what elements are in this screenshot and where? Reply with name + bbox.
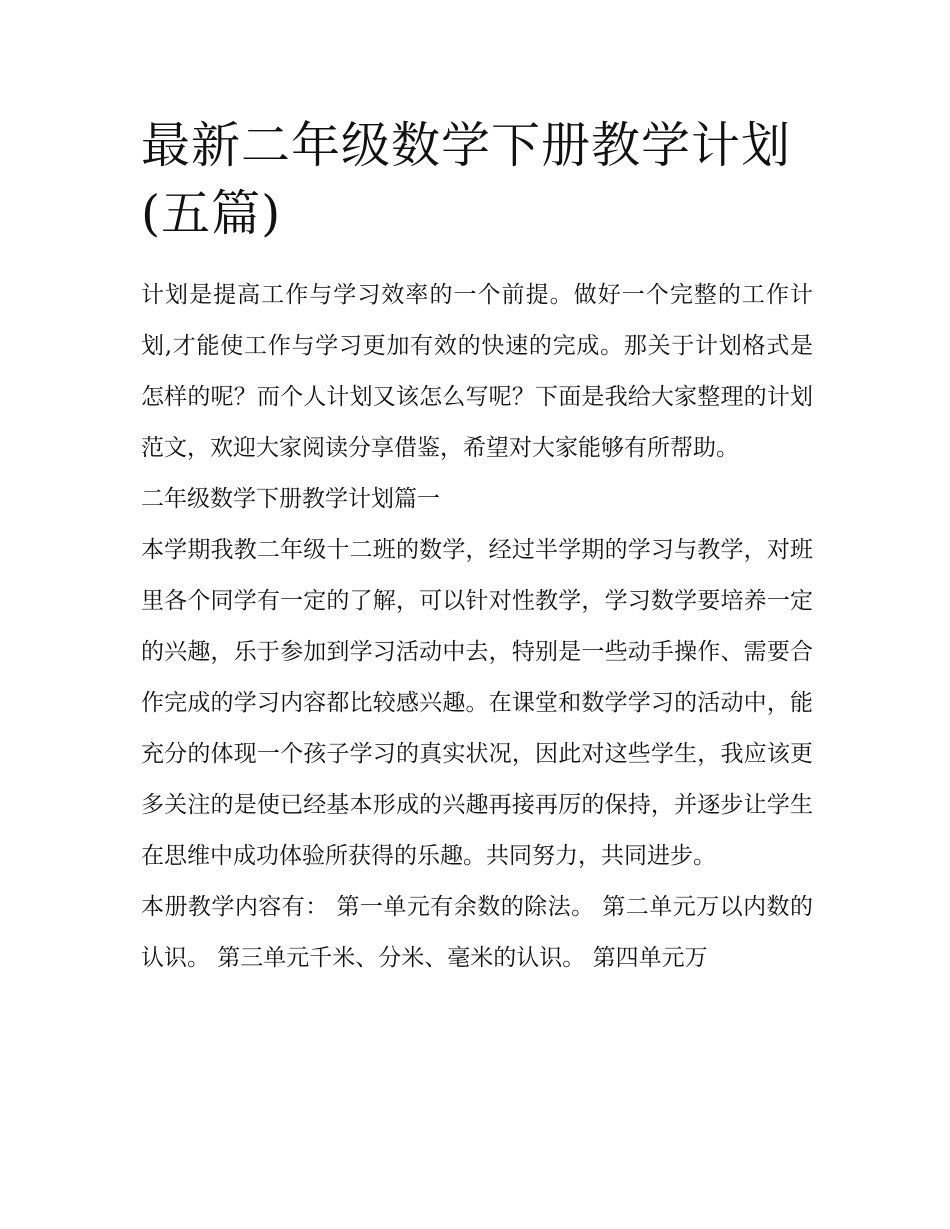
title-line-1: 最新二年级数学下册教学计划 <box>141 117 792 174</box>
intro-paragraph: 计划是提高工作与学习效率的一个前提。做好一个完整的工作计划,才能使工作与学习更加有效的快速的完成。那关于计划格式是怎样的呢？而个人计划又该怎么写呢？下面是我给大家整理的计划范文，欢迎大家阅读分享借鉴，希望对大家能够有所帮助。 <box>141 282 813 461</box>
document-title <box>141 112 813 248</box>
title-line-2: (五篇) <box>141 185 282 242</box>
body-paragraph-2: 本册教学内容有： 第一单元有余数的除法。 第二单元万以内数的认识。 第三单元千米、分米、毫米的认识。 第四单元万 <box>141 894 813 971</box>
body-paragraph-1: 本学期我教二年级十二班的数学，经过半学期的学习与教学，对班里各个同学有一定的了解，可以针对性教学，学习数学要培养一定的兴趣，乐于参加到学习活动中去，特别是一些动手操作、需要合作完成的学习内容都比较感兴趣。在课堂和数学学习的活动中，能充分的体现一个孩子学习的真实状况，因此对这些学生，我应该更多关注的是使已经基本形成的兴趣再接再厉的保持，并逐步让学生在思维中成功体验所获得的乐趣。共同努力，共同进步。 <box>141 537 813 869</box>
section-heading: 二年级数学下册教学计划篇一 <box>141 486 440 512</box>
document-page <box>141 112 813 984</box>
